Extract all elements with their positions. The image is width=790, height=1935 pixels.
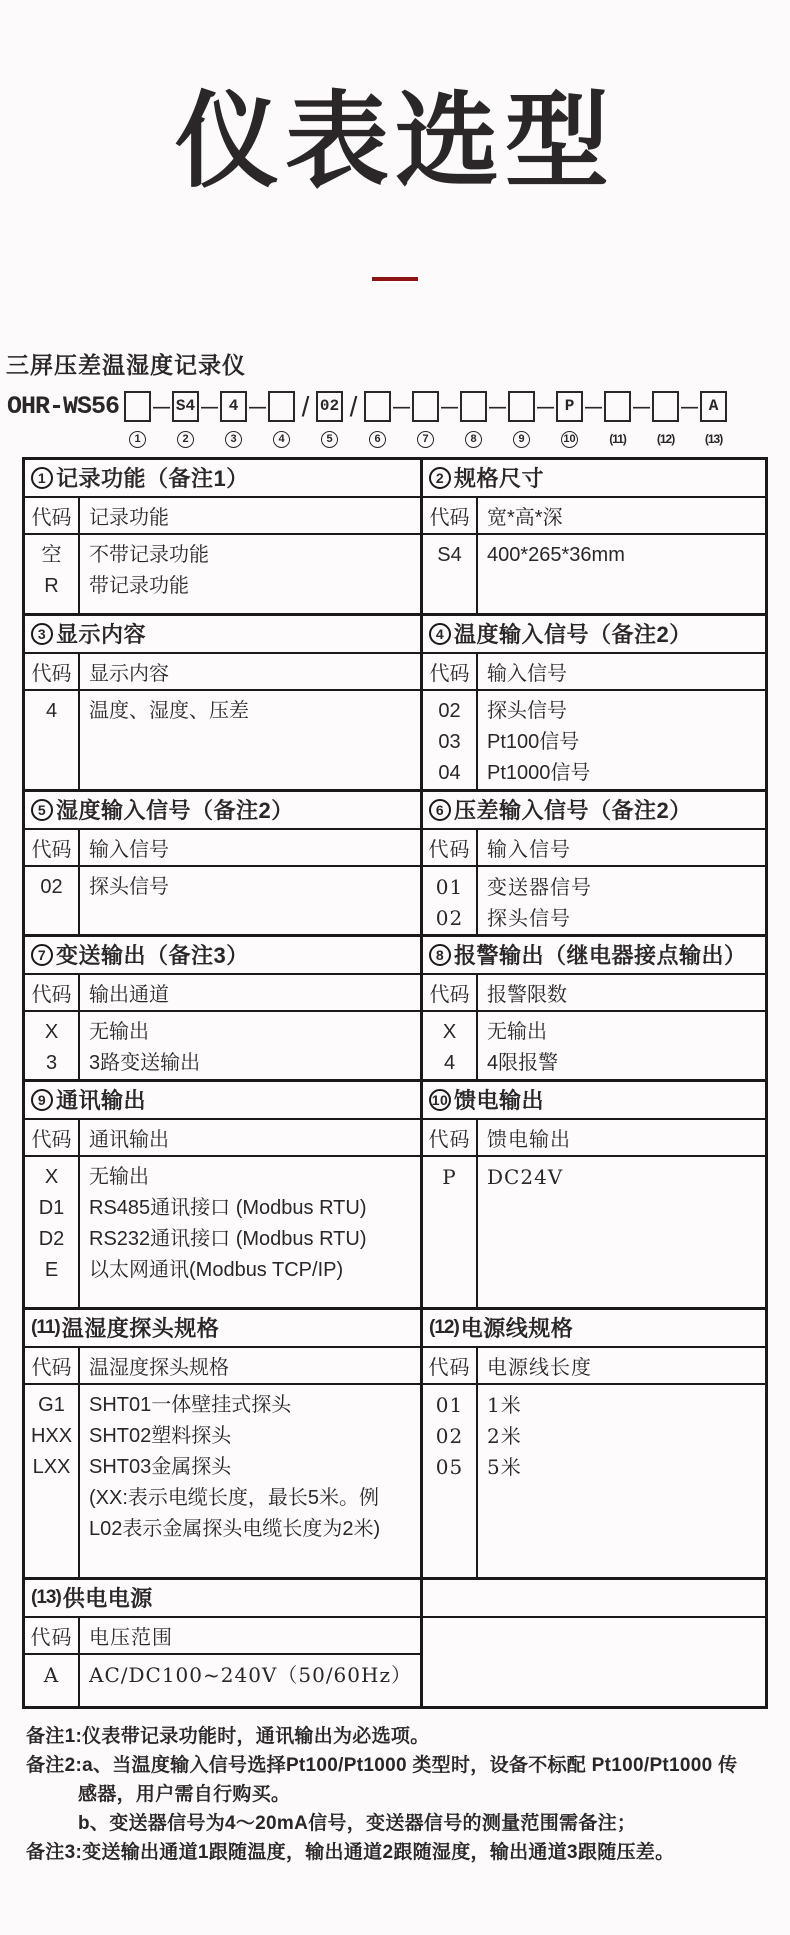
code-value: 02 xyxy=(435,1423,464,1448)
desc-value: SHT03金属探头 xyxy=(89,1455,232,1478)
section-body xyxy=(423,1385,765,1577)
model-code-box-10: P xyxy=(556,391,583,422)
model-prefix: OHR-WS56 xyxy=(7,391,120,421)
section-title xyxy=(423,616,765,654)
section-title-text: 记录功能（备注1） xyxy=(56,466,249,492)
section-title xyxy=(25,616,420,654)
desc-column-label: 温湿度探头规格 xyxy=(89,1356,229,1379)
model-code-box-11 xyxy=(604,391,631,422)
code-column-label: 代码 xyxy=(423,1120,478,1155)
model-position-10 xyxy=(556,391,583,448)
code-value: X xyxy=(44,1165,59,1188)
table-row-group-3 xyxy=(25,789,765,934)
code-value: 02 xyxy=(438,699,461,722)
code-values xyxy=(423,1012,478,1079)
code-value: D2 xyxy=(38,1227,65,1250)
code-column-label: 代码 xyxy=(25,1120,80,1155)
section-12-power-cord-spec xyxy=(423,1310,765,1577)
section-title-text: 报警输出（继电器接点输出） xyxy=(454,943,747,969)
desc-values xyxy=(80,1012,420,1079)
page-title: 仪表选型 xyxy=(174,84,615,200)
section-body xyxy=(25,535,420,613)
model-position-8 xyxy=(460,391,487,448)
section-title-text: 馈电输出 xyxy=(454,1088,545,1114)
code-values xyxy=(423,691,478,789)
desc-values xyxy=(80,691,420,789)
code-values xyxy=(423,867,478,934)
code-value: D1 xyxy=(38,1196,65,1219)
section-title xyxy=(423,1082,765,1120)
desc-value: 1米 xyxy=(487,1392,522,1417)
section-number-icon: 10 xyxy=(429,1089,451,1111)
footnote-1: 备注1:仪表带记录功能时，通讯输出为必选项。 xyxy=(26,1725,430,1747)
model-position-1 xyxy=(124,391,151,448)
position-number-12: (12) xyxy=(656,432,675,447)
model-position-4 xyxy=(268,391,295,448)
footnote-2b: b、变送器信号为4～20mA信号，变送器信号的测量范围需备注； xyxy=(78,1812,637,1834)
desc-value: Pt100信号 xyxy=(487,730,580,753)
section-column-header xyxy=(25,1120,420,1157)
section-body xyxy=(25,867,420,934)
desc-value: 温度、湿度、压差 xyxy=(89,699,249,722)
model-separator: — xyxy=(249,396,267,416)
desc-value: 无输出 xyxy=(487,1020,547,1043)
section-3-display-content xyxy=(25,616,423,789)
section-7-transmit-output xyxy=(25,937,423,1079)
section-column-header xyxy=(25,498,420,535)
section-body xyxy=(423,691,765,789)
code-column-label: 代码 xyxy=(25,830,80,865)
position-number-9: 9 xyxy=(513,431,530,448)
model-position-5 xyxy=(316,391,343,448)
code-column-label: 代码 xyxy=(25,1348,80,1383)
model-separator: / xyxy=(349,390,358,422)
desc-value: 3路变送输出 xyxy=(89,1051,201,1074)
table-row-group-2 xyxy=(25,613,765,789)
desc-value: SHT01一体壁挂式探头 xyxy=(89,1393,292,1416)
position-number-7: 7 xyxy=(417,431,434,448)
model-separator: — xyxy=(633,396,651,416)
desc-column-label: 记录功能 xyxy=(89,506,169,529)
desc-values xyxy=(478,867,765,934)
model-code-box-4 xyxy=(268,391,295,422)
model-separator: — xyxy=(153,396,171,416)
code-column-label: 代码 xyxy=(25,975,80,1010)
model-position-13 xyxy=(700,391,727,448)
section-title xyxy=(423,792,765,830)
page xyxy=(0,82,790,1935)
section-number-icon: 1 xyxy=(31,467,53,489)
desc-value: RS232通讯接口 (Modbus RTU) xyxy=(89,1227,367,1250)
code-value: X xyxy=(44,1020,59,1043)
desc-value: 2米 xyxy=(487,1423,522,1448)
model-code-box-2: S4 xyxy=(172,391,199,422)
code-value: 01 xyxy=(435,874,464,899)
section-number-label: (11) xyxy=(31,1316,60,1338)
model-code-box-6 xyxy=(364,391,391,422)
model-separator: — xyxy=(393,396,411,416)
desc-values xyxy=(80,867,420,934)
code-values xyxy=(423,1385,478,1577)
model-code-box-7 xyxy=(412,391,439,422)
section-title-text: 显示内容 xyxy=(56,622,147,648)
code-values xyxy=(25,691,80,789)
position-number-8: 8 xyxy=(465,431,482,448)
table-row-group-1 xyxy=(25,460,765,613)
position-number-5: 5 xyxy=(321,431,338,448)
desc-column-label: 输入信号 xyxy=(89,838,169,861)
code-value: E xyxy=(44,1258,59,1281)
position-number-10: 10 xyxy=(561,431,578,448)
model-position-7 xyxy=(412,391,439,448)
section-1-record-function xyxy=(25,460,423,613)
section-column-header xyxy=(423,830,765,867)
section-9-communication-output xyxy=(25,1082,423,1307)
code-value: X xyxy=(442,1020,457,1043)
desc-value: RS485通讯接口 (Modbus RTU) xyxy=(89,1196,367,1219)
code-value: P xyxy=(442,1164,457,1189)
code-column-label: 代码 xyxy=(423,654,478,689)
table-row-group-6 xyxy=(25,1307,765,1577)
code-value: 01 xyxy=(435,1392,464,1417)
model-position-6 xyxy=(364,391,391,448)
section-column-header xyxy=(25,830,420,867)
section-2-dimensions xyxy=(423,460,765,613)
section-column-header xyxy=(25,1348,420,1385)
position-number-3: 3 xyxy=(225,431,242,448)
section-title-text: 通讯输出 xyxy=(56,1088,147,1114)
desc-value: 变送器信号 xyxy=(487,874,592,899)
desc-values xyxy=(80,1655,420,1706)
desc-value: Pt1000信号 xyxy=(487,761,591,784)
position-number-1: 1 xyxy=(129,431,146,448)
position-number-4: 4 xyxy=(273,431,290,448)
code-values xyxy=(25,1385,80,1577)
section-title-text: 湿度输入信号（备注2） xyxy=(56,798,294,824)
section-column-header xyxy=(423,1348,765,1385)
section-8-alarm-output xyxy=(423,937,765,1079)
section-column-header xyxy=(423,1120,765,1157)
section-5-humidity-input xyxy=(25,792,423,934)
section-title xyxy=(423,937,765,975)
section-number-label: (12) xyxy=(429,1316,459,1338)
section-number-icon: 2 xyxy=(429,467,451,489)
section-6-pressure-input xyxy=(423,792,765,934)
section-number-icon: 5 xyxy=(31,799,53,821)
section-column-header xyxy=(423,975,765,1012)
desc-value: 探头信号 xyxy=(89,875,169,898)
desc-value: 5米 xyxy=(487,1454,522,1479)
section-11-probe-spec xyxy=(25,1310,423,1577)
section-title xyxy=(25,1082,420,1120)
desc-value: DC24V xyxy=(487,1164,564,1189)
model-code-box-3: 4 xyxy=(220,391,247,422)
position-number-13: (13) xyxy=(704,432,723,447)
footnote-2-continued: 感器，用户需自行购买。 xyxy=(78,1783,291,1805)
code-value: S4 xyxy=(437,543,462,566)
code-value: 4 xyxy=(45,699,58,722)
section-title xyxy=(25,460,420,498)
code-column-label: 代码 xyxy=(25,498,80,533)
desc-column-label: 宽*高*深 xyxy=(487,506,563,529)
section-10-power-feed-output xyxy=(423,1082,765,1307)
code-values xyxy=(25,867,80,934)
code-value: 03 xyxy=(438,730,461,753)
desc-column-label: 通讯输出 xyxy=(89,1128,169,1151)
desc-values xyxy=(478,1012,765,1079)
model-code-box-9 xyxy=(508,391,535,422)
section-title-text: 温度输入信号（备注2） xyxy=(454,622,692,648)
code-column-label: 代码 xyxy=(25,1618,80,1653)
section-title xyxy=(25,1580,420,1618)
model-separator: — xyxy=(489,396,507,416)
desc-value: 无输出 xyxy=(89,1165,149,1188)
model-code-box-1 xyxy=(124,391,151,422)
desc-column-label: 电压范围 xyxy=(89,1624,173,1649)
section-column-header xyxy=(423,654,765,691)
model-code-box-12 xyxy=(652,391,679,422)
title-divider xyxy=(372,277,418,281)
section-body xyxy=(25,1655,420,1706)
code-values xyxy=(423,1157,478,1307)
code-value: 02 xyxy=(435,905,464,930)
code-column-label: 代码 xyxy=(423,830,478,865)
desc-values xyxy=(80,1385,420,1577)
desc-value: 带记录功能 xyxy=(89,574,189,597)
empty-body xyxy=(423,1618,765,1706)
code-value: A xyxy=(43,1662,60,1687)
model-position-2 xyxy=(172,391,199,448)
code-value: 4 xyxy=(443,1051,456,1074)
model-separator: — xyxy=(441,396,459,416)
section-title-text: 规格尺寸 xyxy=(454,466,545,492)
desc-value: 探头信号 xyxy=(487,699,567,722)
section-body xyxy=(25,1385,420,1577)
section-body xyxy=(423,535,765,613)
model-separator: — xyxy=(585,396,603,416)
desc-values xyxy=(478,1157,765,1307)
footnote-2: 备注2:a、当温度输入信号选择Pt100/Pt1000 类型时，设备不标配 Pt100/Pt1000 传 xyxy=(26,1754,738,1776)
table-row-group-5 xyxy=(25,1079,765,1307)
section-number-icon: 4 xyxy=(429,623,451,645)
model-position-3 xyxy=(220,391,247,448)
footnotes xyxy=(26,1722,790,1867)
desc-column-label: 馈电输出 xyxy=(487,1126,571,1151)
desc-values xyxy=(478,691,765,789)
code-value: 空 xyxy=(41,543,62,566)
table-row-group-7 xyxy=(25,1577,765,1706)
code-value: LXX xyxy=(32,1455,71,1478)
section-body xyxy=(25,1157,420,1307)
empty-header-row xyxy=(423,1580,765,1618)
desc-column-label: 输出通道 xyxy=(89,983,169,1006)
section-number-icon: 9 xyxy=(31,1089,53,1111)
section-number-icon: 6 xyxy=(429,799,451,821)
section-body xyxy=(25,1012,420,1079)
section-title xyxy=(25,937,420,975)
desc-value: 不带记录功能 xyxy=(89,543,209,566)
desc-values xyxy=(478,1385,765,1577)
section-number-label: (13) xyxy=(31,1586,61,1608)
position-number-11: (11) xyxy=(609,432,626,447)
code-value: 02 xyxy=(40,875,63,898)
desc-value: 以太网通讯(Modbus TCP/IP) xyxy=(89,1258,344,1281)
desc-value-note: (XX:表示电缆长度，最长5米。例L02表示金属探头电缆长度为2米) xyxy=(89,1486,381,1540)
section-title xyxy=(423,1310,765,1348)
model-separator: — xyxy=(537,396,555,416)
code-value: 05 xyxy=(435,1454,464,1479)
selection-table xyxy=(22,457,768,1709)
footnote-3: 备注3:变送输出通道1跟随温度，输出通道2跟随湿度，输出通道3跟随压差。 xyxy=(26,1841,675,1863)
desc-column-label: 报警限数 xyxy=(487,983,567,1006)
code-value: 04 xyxy=(438,761,461,784)
section-title-text: 温湿度探头规格 xyxy=(61,1316,220,1342)
section-title-text: 变送输出（备注3） xyxy=(56,943,249,969)
model-position-12 xyxy=(652,391,679,448)
desc-values xyxy=(478,535,765,613)
section-body xyxy=(423,867,765,934)
desc-value: 无输出 xyxy=(89,1020,149,1043)
code-value: R xyxy=(44,574,59,597)
code-column-label: 代码 xyxy=(423,498,478,533)
model-separator: / xyxy=(301,390,310,422)
desc-column-label: 显示内容 xyxy=(89,662,169,685)
model-position-9 xyxy=(508,391,535,448)
section-13-power-supply xyxy=(25,1580,423,1706)
model-code-line xyxy=(7,391,790,448)
section-4-temperature-input xyxy=(423,616,765,789)
section-column-header xyxy=(25,1618,420,1655)
section-number-icon: 8 xyxy=(429,944,451,966)
position-number-6: 6 xyxy=(369,431,386,448)
code-values xyxy=(25,535,80,613)
desc-value: AC/DC100~240V（50/60Hz） xyxy=(89,1662,412,1687)
desc-value: 探头信号 xyxy=(487,905,571,930)
model-separator: — xyxy=(201,396,219,416)
section-column-header xyxy=(25,975,420,1012)
model-code-box-8 xyxy=(460,391,487,422)
product-subtitle: 三屏压差温湿度记录仪 xyxy=(6,351,246,378)
section-title xyxy=(25,792,420,830)
desc-value: SHT02塑料探头 xyxy=(89,1424,232,1447)
desc-value: 400*265*36mm xyxy=(487,543,625,566)
section-body xyxy=(25,691,420,789)
code-values xyxy=(25,1012,80,1079)
section-title xyxy=(25,1310,420,1348)
section-title-text: 供电电源 xyxy=(62,1586,153,1612)
model-separator: — xyxy=(681,396,699,416)
model-code-box-13: A xyxy=(700,391,727,422)
section-title xyxy=(423,460,765,498)
model-code-box-5: 02 xyxy=(316,391,343,422)
model-position-11 xyxy=(604,391,631,448)
desc-column-label: 输入信号 xyxy=(487,836,571,861)
desc-values xyxy=(80,535,420,613)
section-column-header xyxy=(25,654,420,691)
section-title-text: 压差输入信号（备注2） xyxy=(454,798,692,824)
code-column-label: 代码 xyxy=(423,975,478,1010)
code-values xyxy=(423,535,478,613)
section-body xyxy=(423,1157,765,1307)
desc-column-label: 电源线长度 xyxy=(487,1354,592,1379)
code-column-label: 代码 xyxy=(25,654,80,689)
desc-value: 4限报警 xyxy=(487,1051,559,1074)
desc-column-label: 输入信号 xyxy=(487,662,567,685)
code-value: HXX xyxy=(30,1424,73,1447)
position-number-2: 2 xyxy=(177,431,194,448)
section-column-header xyxy=(423,498,765,535)
section-number-icon: 7 xyxy=(31,944,53,966)
empty-section-area xyxy=(423,1580,765,1706)
code-values xyxy=(25,1655,80,1706)
section-title-text: 电源线规格 xyxy=(460,1316,574,1342)
code-value: G1 xyxy=(38,1393,65,1416)
code-column-label: 代码 xyxy=(423,1348,478,1383)
table-row-group-4 xyxy=(25,934,765,1079)
desc-values xyxy=(80,1157,420,1307)
code-value: 3 xyxy=(45,1051,58,1074)
code-values xyxy=(25,1157,80,1307)
section-body xyxy=(423,1012,765,1079)
section-number-icon: 3 xyxy=(31,623,53,645)
